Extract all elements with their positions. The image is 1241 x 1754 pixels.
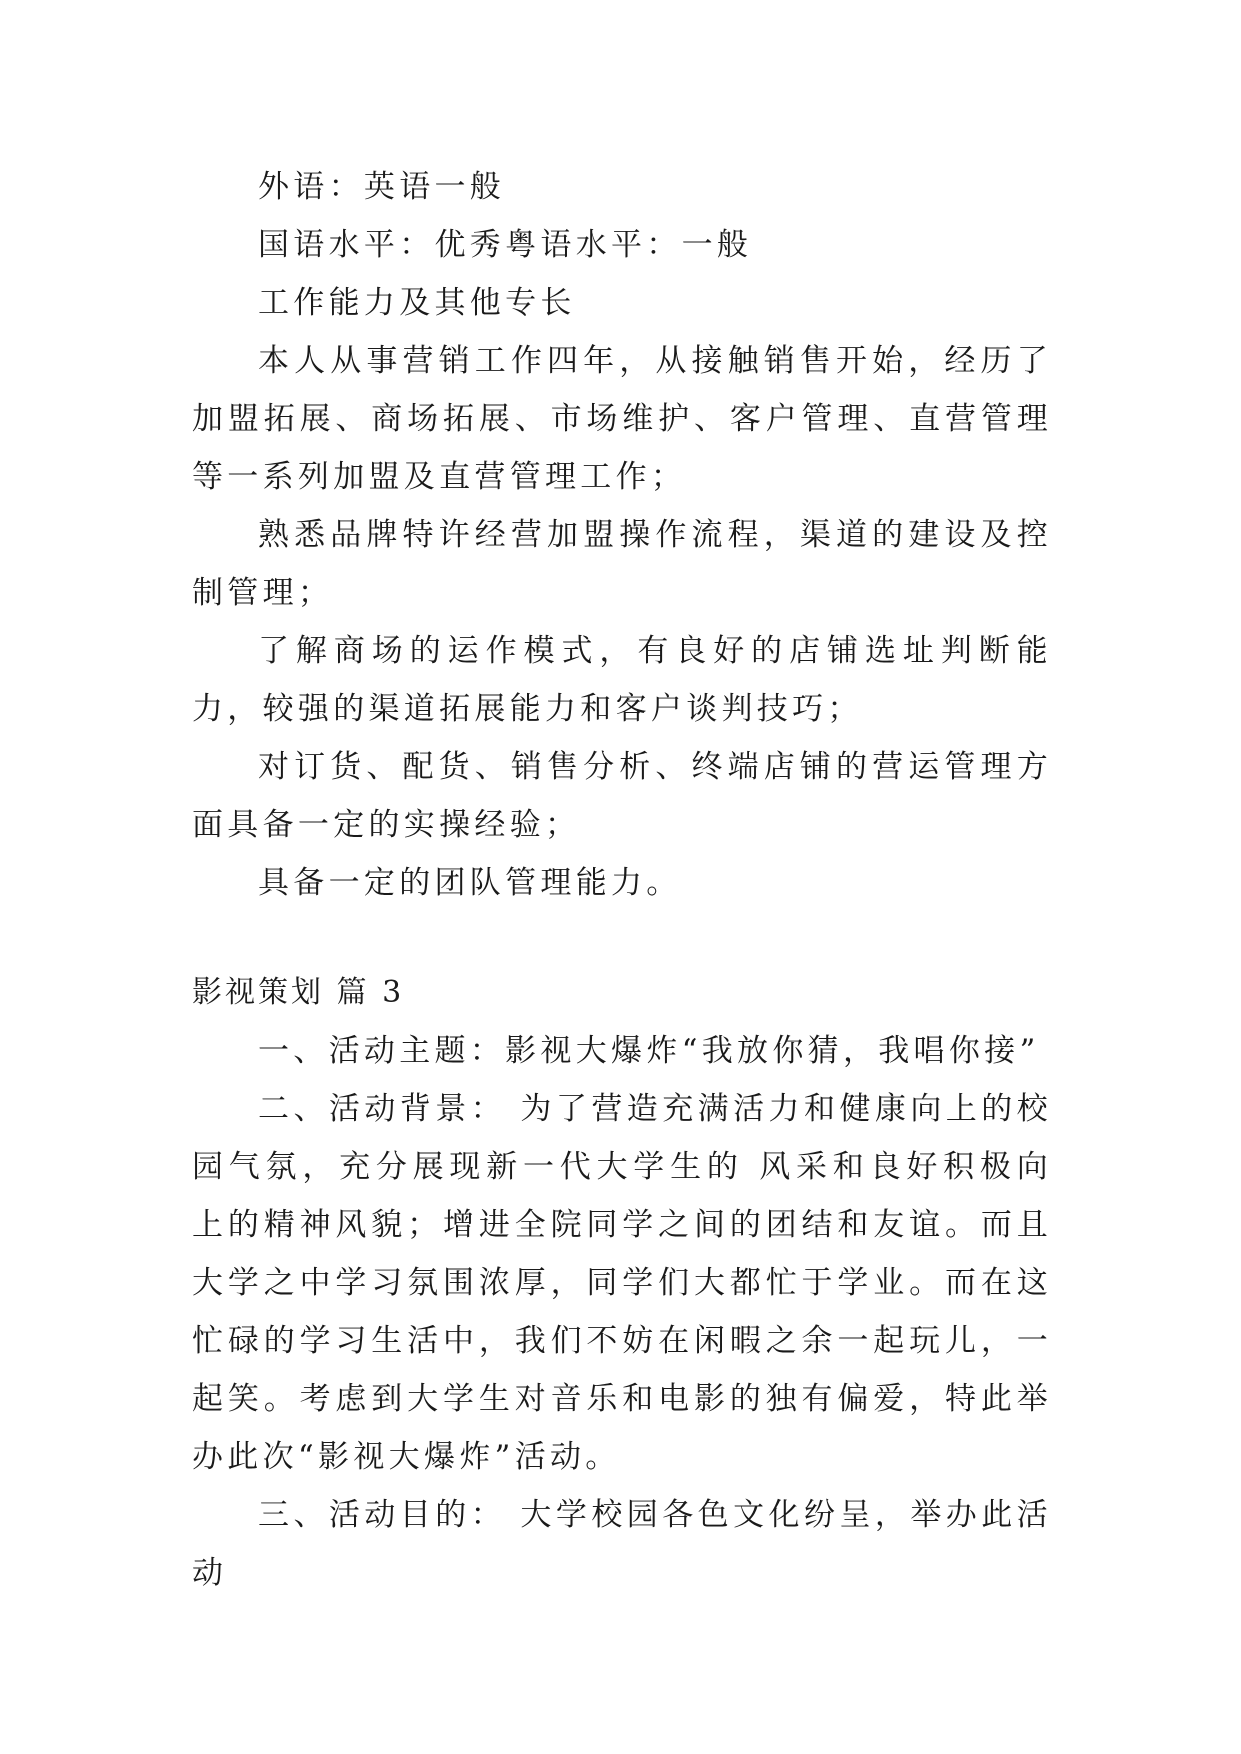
paragraph-mall-operation: 了解商场的运作模式，有良好的店铺选址判断能力，较强的渠道拓展能力和客户谈判技巧； [192, 633, 1052, 727]
paragraph-mandarin-level: 国语水平：优秀粤语水平：一般 [258, 227, 753, 263]
paragraph-ordering: 对订货、配货、销售分析、终端店铺的营运管理方面具备一定的实操经验； [192, 749, 1052, 843]
paragraph-activity-background: 二、活动背景： 为了营造充满活力和健康向上的校园气氛，充分展现新一代大学生的 风采和良好积极向上的精神风貌；增进全院同学之间的团结和友谊。而且大学之中学习氛围浓厚，同学们大都忙于学业。而在这忙碌的学习生活中，我们不妨在闲暇之余一起玩儿，一起笑。考虑到大学生对音乐和电影的独有偏爱，特此举办此次“影视大爆炸”活动。 [192, 1091, 1052, 1475]
paragraph-skills-heading: 工作能力及其他专长 [258, 285, 576, 321]
paragraph-team-management: 具备一定的团队管理能力。 [258, 865, 682, 901]
paragraph-activity-theme: 一、活动主题：影视大爆炸“我放你猜，我唱你接” [258, 1033, 1040, 1069]
paragraph-experience: 本人从事营销工作四年，从接触销售开始，经历了加盟拓展、商场拓展、市场维护、客户管理、直营管理等一系列加盟及直营管理工作； [192, 343, 1052, 495]
paragraph-activity-purpose: 三、活动目的： 大学校园各色文化纷呈，举办此活动 [192, 1497, 1052, 1591]
section-title: 影视策划 篇 3 [192, 975, 405, 1010]
document-body [192, 158, 1052, 1602]
paragraph-franchise: 熟悉品牌特许经营加盟操作流程，渠道的建设及控制管理； [192, 517, 1052, 611]
paragraph-foreign-language: 外语：英语一般 [258, 169, 506, 205]
